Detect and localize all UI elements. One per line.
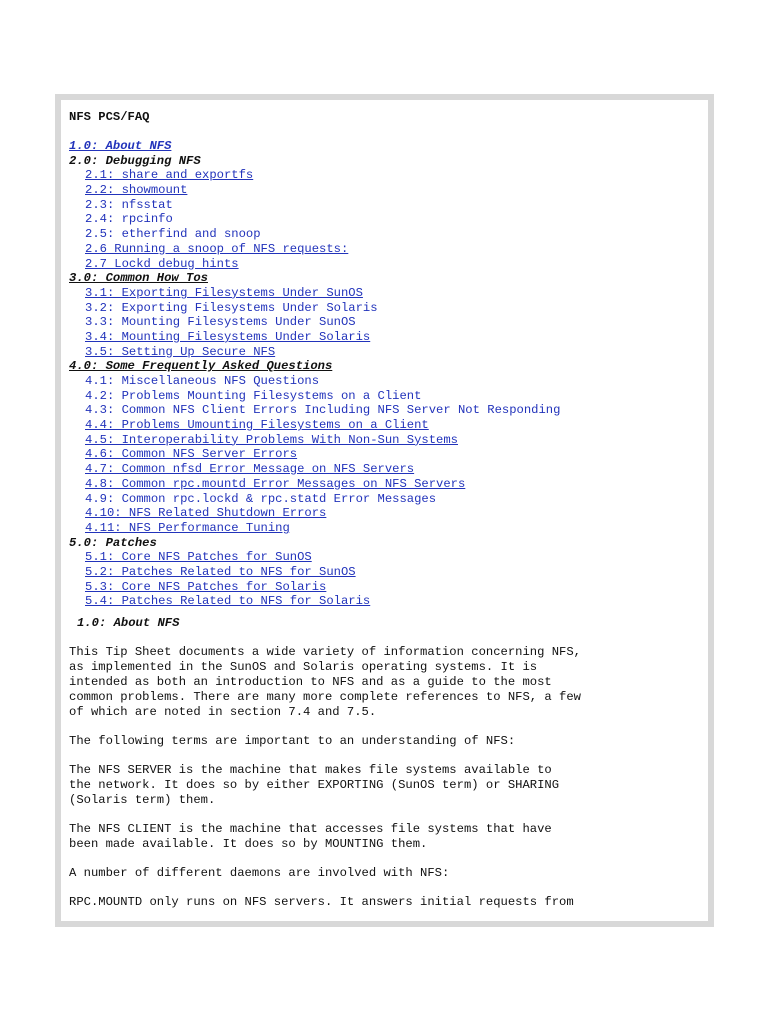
toc-link[interactable]: 1.0: About NFS [69, 139, 172, 153]
toc-section[interactable] [69, 139, 704, 154]
toc-link[interactable]: 5.2: Patches Related to NFS for SunOS [85, 564, 356, 579]
toc-item[interactable] [69, 301, 704, 316]
toc-item[interactable] [69, 521, 704, 536]
section-body [69, 645, 704, 910]
toc-link[interactable]: 2.6 Running a snoop of NFS requests: [85, 241, 349, 256]
toc-link[interactable]: 2.2: showmount [85, 183, 188, 198]
toc-item[interactable] [69, 183, 704, 198]
toc-link[interactable]: 4.3: Common NFS Client Errors Including NFS Server Not Responding [85, 403, 561, 418]
toc-item[interactable] [69, 330, 704, 345]
toc-item[interactable] [69, 315, 704, 330]
table-of-contents [69, 139, 704, 609]
toc-link[interactable]: 4.7: Common nfsd Error Message on NFS Servers [85, 462, 415, 477]
toc-item[interactable] [69, 227, 704, 242]
toc-item[interactable] [69, 198, 704, 213]
body-paragraph: The following terms are important to an understanding of NFS: [69, 734, 516, 748]
toc-link[interactable]: 3.3: Mounting Filesystems Under SunOS [85, 315, 356, 330]
toc-item[interactable] [69, 374, 704, 389]
toc-heading-text: 3.0: Common How Tos [69, 271, 208, 286]
toc-section [69, 271, 704, 286]
body-paragraph: A number of different daemons are involved with NFS: [69, 866, 450, 880]
section-heading: 1.0: About NFS [77, 616, 180, 630]
toc-link[interactable]: 2.7 Lockd debug hints [85, 256, 239, 271]
body-paragraph: The NFS CLIENT is the machine that accesses file systems that have been made available. It does so by MOUNTING them. [69, 822, 552, 851]
toc-link[interactable]: 4.10: NFS Related Shutdown Errors [85, 506, 327, 521]
body-paragraph: This Tip Sheet documents a wide variety of information concerning NFS, as implemented in the SunOS and Solaris operating systems. It is intended as both an introduction to NFS and as a guide to the most common problems. There are many more complete references to NFS, a few of which are noted in section 7.4 and 7.5. [69, 645, 581, 719]
body-paragraph: The NFS SERVER is the machine that makes file systems available to the network. It does so by either EXPORTING (SunOS term) or SHARING (Solaris term) them. [69, 763, 560, 807]
toc-link[interactable]: 4.8: Common rpc.mountd Error Messages on NFS Servers [85, 476, 466, 491]
toc-link[interactable]: 3.2: Exporting Filesystems Under Solaris [85, 300, 378, 315]
toc-item[interactable] [69, 257, 704, 272]
toc-item[interactable] [69, 389, 704, 404]
toc-link[interactable]: 4.6: Common NFS Server Errors [85, 447, 298, 462]
body-paragraph: RPC.MOUNTD only runs on NFS servers. It answers initial requests from [69, 895, 574, 909]
toc-section [69, 154, 704, 169]
document-title: NFS PCS/FAQ [69, 110, 150, 124]
toc-section [69, 359, 704, 374]
toc-item[interactable] [69, 345, 704, 360]
toc-item[interactable] [69, 433, 704, 448]
toc-item[interactable] [69, 550, 704, 565]
toc-item[interactable] [69, 477, 704, 492]
toc-item[interactable] [69, 580, 704, 595]
toc-link[interactable]: 3.1: Exporting Filesystems Under SunOS [85, 285, 363, 300]
toc-item[interactable] [69, 594, 704, 609]
toc-link[interactable]: 2.3: nfsstat [85, 197, 173, 212]
toc-item[interactable] [69, 418, 704, 433]
toc-item[interactable] [69, 403, 704, 418]
toc-link[interactable]: 5.3: Core NFS Patches for Solaris [85, 579, 327, 594]
toc-item[interactable] [69, 212, 704, 227]
toc-link[interactable]: 2.5: etherfind and snoop [85, 227, 261, 242]
toc-link[interactable]: 4.4: Problems Umounting Filesystems on a Client [85, 418, 429, 433]
toc-heading-text: 5.0: Patches [69, 535, 157, 550]
document-content [69, 109, 704, 910]
toc-link[interactable]: 4.5: Interoperability Problems With Non-Sun Systems [85, 432, 458, 447]
toc-item[interactable] [69, 506, 704, 521]
toc-item[interactable] [69, 565, 704, 580]
toc-link[interactable]: 4.1: Miscellaneous NFS Questions [85, 374, 320, 388]
toc-link[interactable]: 4.9: Common rpc.lockd & rpc.statd Error Messages [85, 491, 437, 506]
toc-link[interactable]: 4.2: Problems Mounting Filesystems on a Client [85, 388, 422, 403]
toc-item[interactable] [69, 447, 704, 462]
toc-section [69, 536, 704, 551]
toc-item[interactable] [69, 168, 704, 183]
toc-item[interactable] [69, 492, 704, 507]
toc-heading-text: 4.0: Some Frequently Asked Questions [69, 359, 333, 374]
toc-link[interactable]: 2.4: rpcinfo [85, 212, 173, 227]
toc-link[interactable]: 3.5: Setting Up Secure NFS [85, 344, 276, 359]
toc-link[interactable]: 5.1: Core NFS Patches for SunOS [85, 550, 312, 565]
toc-item[interactable] [69, 286, 704, 301]
toc-link[interactable]: 4.11: NFS Performance Tuning [85, 520, 290, 535]
document-frame [55, 94, 714, 927]
toc-item[interactable] [69, 242, 704, 257]
toc-link[interactable]: 5.4: Patches Related to NFS for Solaris [85, 594, 371, 609]
toc-item[interactable] [69, 462, 704, 477]
toc-heading-text: 2.0: Debugging NFS [69, 153, 201, 168]
toc-link[interactable]: 2.1: share and exportfs [85, 168, 254, 183]
toc-link[interactable]: 3.4: Mounting Filesystems Under Solaris [85, 329, 371, 344]
